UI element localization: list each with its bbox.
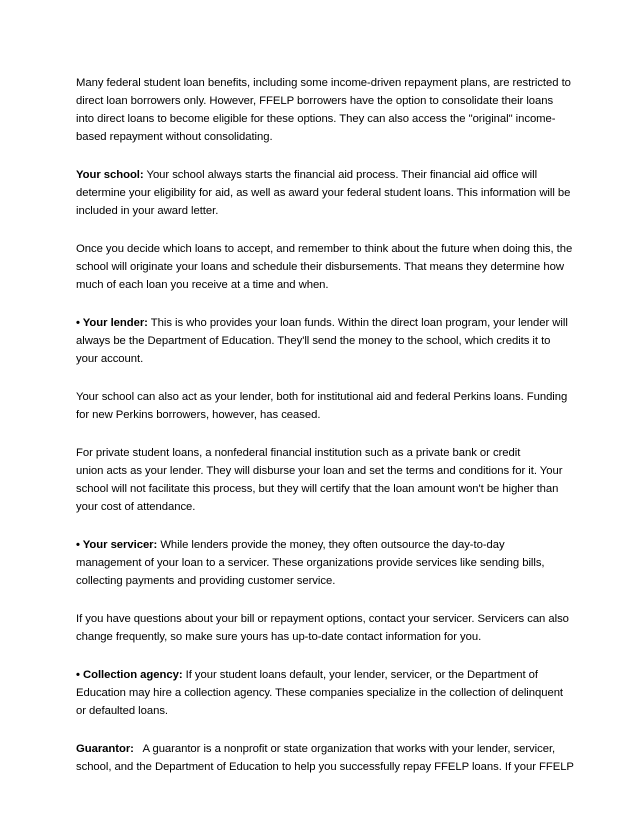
paragraph-collection-agency [76,666,566,720]
paragraph-private-loans [76,444,566,516]
text-line: school will originate your loans and schedule their disbursements. That means they determine how [76,261,564,273]
paragraph-your-school [76,166,571,220]
text-fragment: Your school always starts the financial aid process. Their financial aid office will [143,169,538,181]
text-line: Once you decide which loans to accept, and remember to think about the future when doing this, the [76,243,573,255]
text-line: For private student loans, a nonfederal financial institution such as a private bank or credit [76,447,521,459]
text-line: much of each loan you receive at a time and when. [76,279,329,291]
text-line: or defaulted loans. [76,705,169,717]
text-line: Many federal student loan benefits, including some income-driven repayment plans, are restricted to [76,77,571,89]
text-line: always be the Department of Education. They'll send the money to the school, which credits it to [76,335,551,347]
text-line: based repayment without consolidating. [76,131,273,143]
paragraph-loan-origination [76,240,573,294]
paragraph-your-servicer [76,536,566,590]
term-label: • Collection agency: [76,669,183,681]
text-line: Education may hire a collection agency. These companies specialize in the collection of delinquent [76,687,564,699]
text-line: union acts as your lender. They will disburse your loan and set the terms and conditions for it. Your [76,465,563,477]
text-fragment: A guarantor is a nonprofit or state organization that works with your lender, servicer, [133,743,556,755]
text-line: included in your award letter. [76,205,219,217]
text-line: direct loan borrowers only. However, FFELP borrowers have the option to consolidate their loans [76,95,554,107]
text-line: If you have questions about your bill or repayment options, contact your servicer. Servicers can also [76,613,569,625]
term-label: • Your lender: [76,317,148,329]
term-label: Your school: [76,169,144,181]
paragraph-servicer-questions [76,610,569,646]
text-line: Your school can also act as your lender, both for institutional aid and federal Perkins loans. Funding [76,391,568,403]
term-label: • Your servicer: [76,539,158,551]
text-line [76,666,566,684]
text-fragment: If your student loans default, your lender, servicer, or the Department of [182,669,538,681]
text-line: for new Perkins borrowers, however, has ceased. [76,409,321,421]
text-line: change frequently, so make sure yours has up-to-date contact information for you. [76,631,482,643]
term-label: Guarantor: [76,743,134,755]
paragraph-your-lender [76,314,566,368]
text-fragment: This is who provides your loan funds. Within the direct loan program, your lender will [147,317,568,329]
text-line [76,536,566,554]
text-line: school, and the Department of Education to help you successfully repay FFELP loans. If your FFELP [76,761,574,773]
paragraph-school-as-lender [76,388,566,424]
text-line [76,166,566,184]
paragraph-intro [76,74,571,146]
text-line: your account. [76,353,144,365]
text-line: management of your loan to a servicer. These organizations provide services like sending bills, [76,557,545,569]
document-page [76,74,574,796]
text-line: collecting payments and providing customer service. [76,575,336,587]
text-line: school will not facilitate this process, but they will certify that the loan amount won't be higher than [76,483,559,495]
text-line: your cost of attendance. [76,501,196,513]
text-line [76,740,566,758]
text-line [76,314,566,332]
paragraph-guarantor [76,740,574,776]
text-line: determine your eligibility for aid, as well as award your federal student loans. This information will be [76,187,571,199]
text-fragment: While lenders provide the money, they often outsource the day-to-day [157,539,505,551]
text-line: into direct loans to become eligible for these options. They can also access the "original" income- [76,113,556,125]
